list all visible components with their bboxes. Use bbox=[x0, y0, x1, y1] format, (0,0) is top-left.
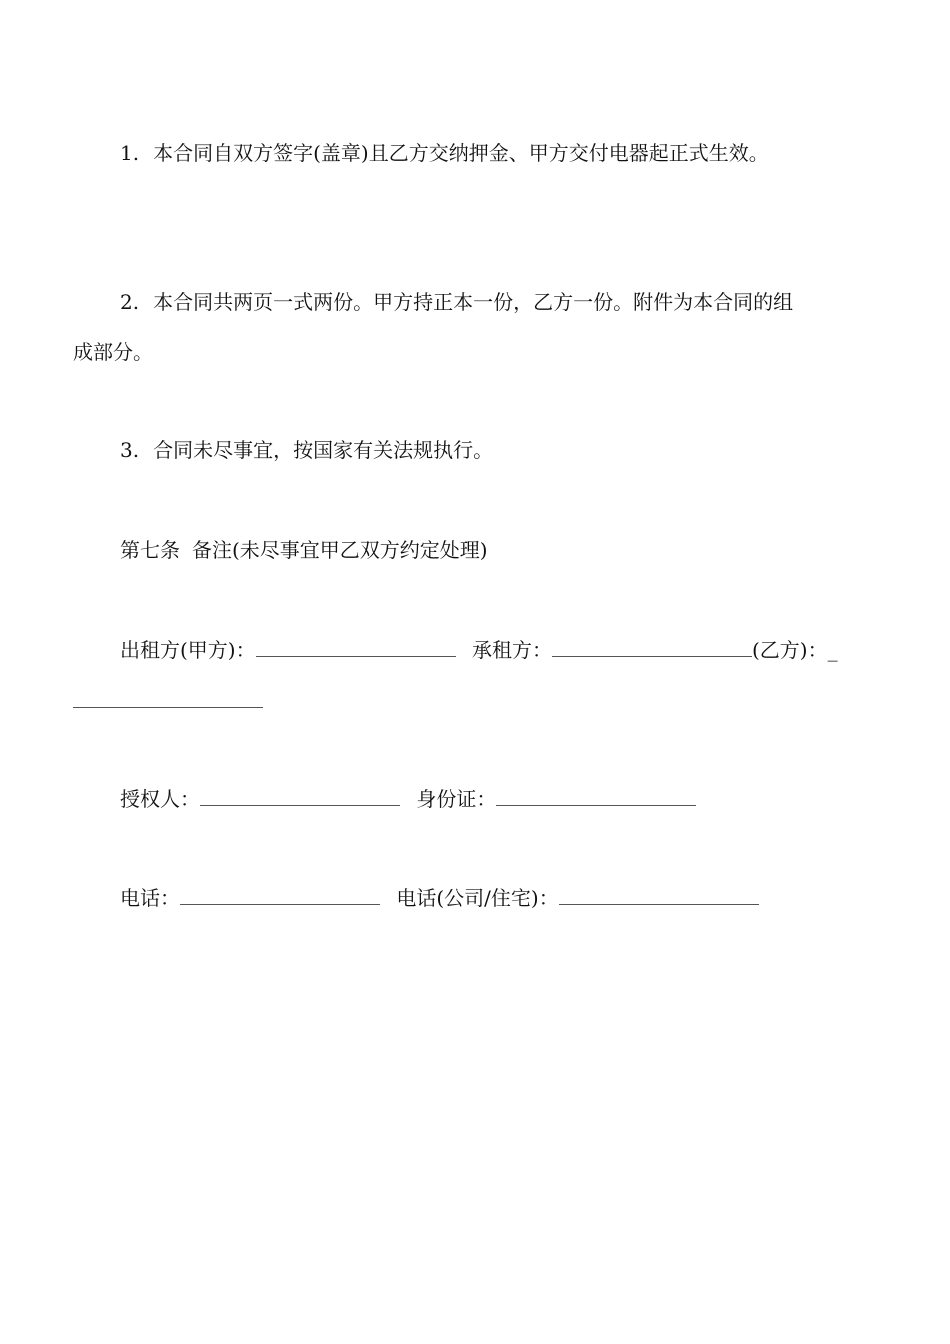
clause-2-text-line-1: 本合同共两页一式两份。甲方持正本一份，乙方一份。附件为本合同的组 bbox=[153, 290, 794, 314]
clause-1 bbox=[120, 139, 769, 167]
phone-office-blank-line[interactable] bbox=[559, 884, 759, 905]
signature-row-phone bbox=[120, 884, 759, 912]
clause-3 bbox=[120, 436, 493, 464]
clause-2-text-line-2: 成部分。 bbox=[73, 340, 153, 364]
party-b-blank-line[interactable] bbox=[73, 707, 263, 708]
clause-1-number: 1. bbox=[120, 141, 140, 165]
signature-row-parties bbox=[120, 636, 838, 664]
signature-row-authorized bbox=[120, 785, 696, 813]
authorized-blank-line[interactable] bbox=[200, 785, 400, 806]
lessee-blank-line[interactable] bbox=[552, 636, 752, 657]
clause-2-number: 2. bbox=[120, 290, 140, 314]
article-7-heading: 第七条 bbox=[120, 538, 180, 562]
clause-2-line-1 bbox=[120, 288, 793, 316]
clause-3-number: 3. bbox=[120, 438, 140, 462]
trailing-underscore: _ bbox=[827, 638, 838, 662]
id-label: 身份证： bbox=[416, 787, 497, 811]
lessor-label: 出租方(甲方)： bbox=[120, 638, 256, 662]
id-blank-line[interactable] bbox=[496, 785, 696, 806]
phone-office-label: 电话(公司/住宅)： bbox=[396, 886, 559, 910]
lessee-label: 承租方： bbox=[471, 638, 552, 662]
clause-2-line-2 bbox=[73, 338, 153, 366]
phone-label: 电话： bbox=[120, 886, 180, 910]
party-b-label: (乙方)： bbox=[751, 638, 828, 662]
clause-1-text: 本合同自双方签字(盖章)且乙方交纳押金、甲方交付电器起正式生效。 bbox=[153, 141, 769, 165]
clause-3-text: 合同未尽事宜，按国家有关法规执行。 bbox=[153, 438, 494, 462]
article-7-text: 备注(未尽事宜甲乙双方约定处理) bbox=[192, 538, 488, 562]
authorized-label: 授权人： bbox=[120, 787, 200, 811]
lessor-blank-line[interactable] bbox=[256, 636, 456, 657]
article-7 bbox=[120, 536, 488, 564]
phone-blank-line[interactable] bbox=[180, 884, 380, 905]
